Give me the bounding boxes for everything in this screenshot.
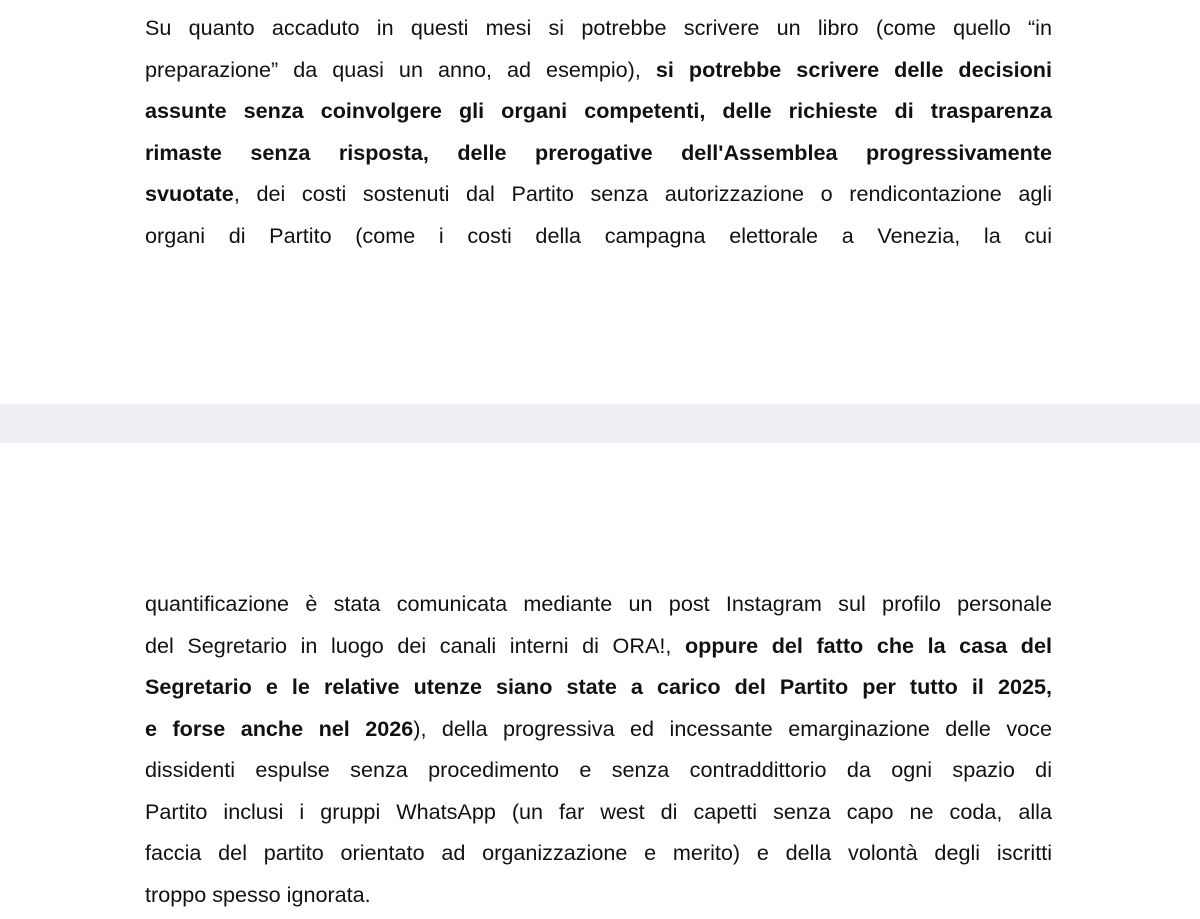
bold-text-run: rimaste senza risposta, delle prerogative dell'Assemblea progressivamente bbox=[145, 139, 1052, 165]
text-line bbox=[145, 749, 1052, 791]
bold-text-run: Segretario e le relative utenze siano state a carico del Partito per tutto il 2025, bbox=[145, 674, 1052, 699]
text-run: Su quanto accaduto in questi mesi si potrebbe scrivere un libro (come quello “in bbox=[145, 15, 1052, 40]
text-line bbox=[145, 666, 1052, 708]
text-line bbox=[145, 215, 1052, 257]
document-page-1 bbox=[0, 0, 1200, 404]
text-line bbox=[145, 132, 1052, 174]
bold-text-run: assunte senza coinvolgere gli organi competenti, delle richieste di trasparenza bbox=[145, 98, 1052, 123]
text-line bbox=[145, 173, 1052, 215]
text-line bbox=[145, 832, 1052, 874]
page-separator bbox=[0, 404, 1200, 443]
text-line bbox=[145, 708, 1052, 750]
text-run: dissidenti espulse senza procedimento e senza contraddittorio da ogni spazio di bbox=[145, 757, 1052, 782]
text-line bbox=[145, 874, 1052, 916]
text-line bbox=[145, 7, 1052, 49]
text-run: quantificazione è stata comunicata mediante un post Instagram sul profilo personale bbox=[145, 591, 1052, 616]
text-line bbox=[145, 90, 1052, 132]
text-run: organi di Partito (come i costi della campagna elettorale a Venezia, la cui bbox=[145, 222, 1052, 248]
paragraph-part-2 bbox=[145, 583, 1052, 915]
text-run: faccia del partito orientato ad organizzazione e merito) e della volontà degli iscritti bbox=[145, 840, 1052, 865]
text-run: preparazione” da quasi un anno, ad esempio), bbox=[145, 56, 656, 82]
bold-text-run: si potrebbe scrivere delle decisioni bbox=[655, 56, 1052, 82]
text-run: ), della progressiva ed incessante emarginazione delle voce bbox=[413, 715, 1052, 741]
text-line bbox=[145, 791, 1052, 833]
bold-text-run: oppure del fatto che la casa del bbox=[684, 632, 1052, 658]
text-line bbox=[145, 583, 1052, 625]
document-page-2 bbox=[0, 443, 1200, 919]
text-run: Partito inclusi i gruppi WhatsApp (un far west di capetti senza capo ne coda, alla bbox=[145, 798, 1052, 824]
text-run: del Segretario in luogo dei canali interni di ORA!, bbox=[145, 632, 685, 658]
bold-text-run: e forse anche nel 2026 bbox=[145, 715, 414, 741]
text-run: , dei costi sostenuti dal Partito senza autorizzazione o rendicontazione agli bbox=[233, 181, 1052, 206]
bold-text-run: svuotate bbox=[145, 181, 234, 206]
text-line bbox=[145, 625, 1052, 667]
text-line bbox=[145, 49, 1052, 91]
text-run: troppo spesso ignorata. bbox=[145, 881, 371, 907]
paragraph-part-1 bbox=[145, 7, 1052, 256]
